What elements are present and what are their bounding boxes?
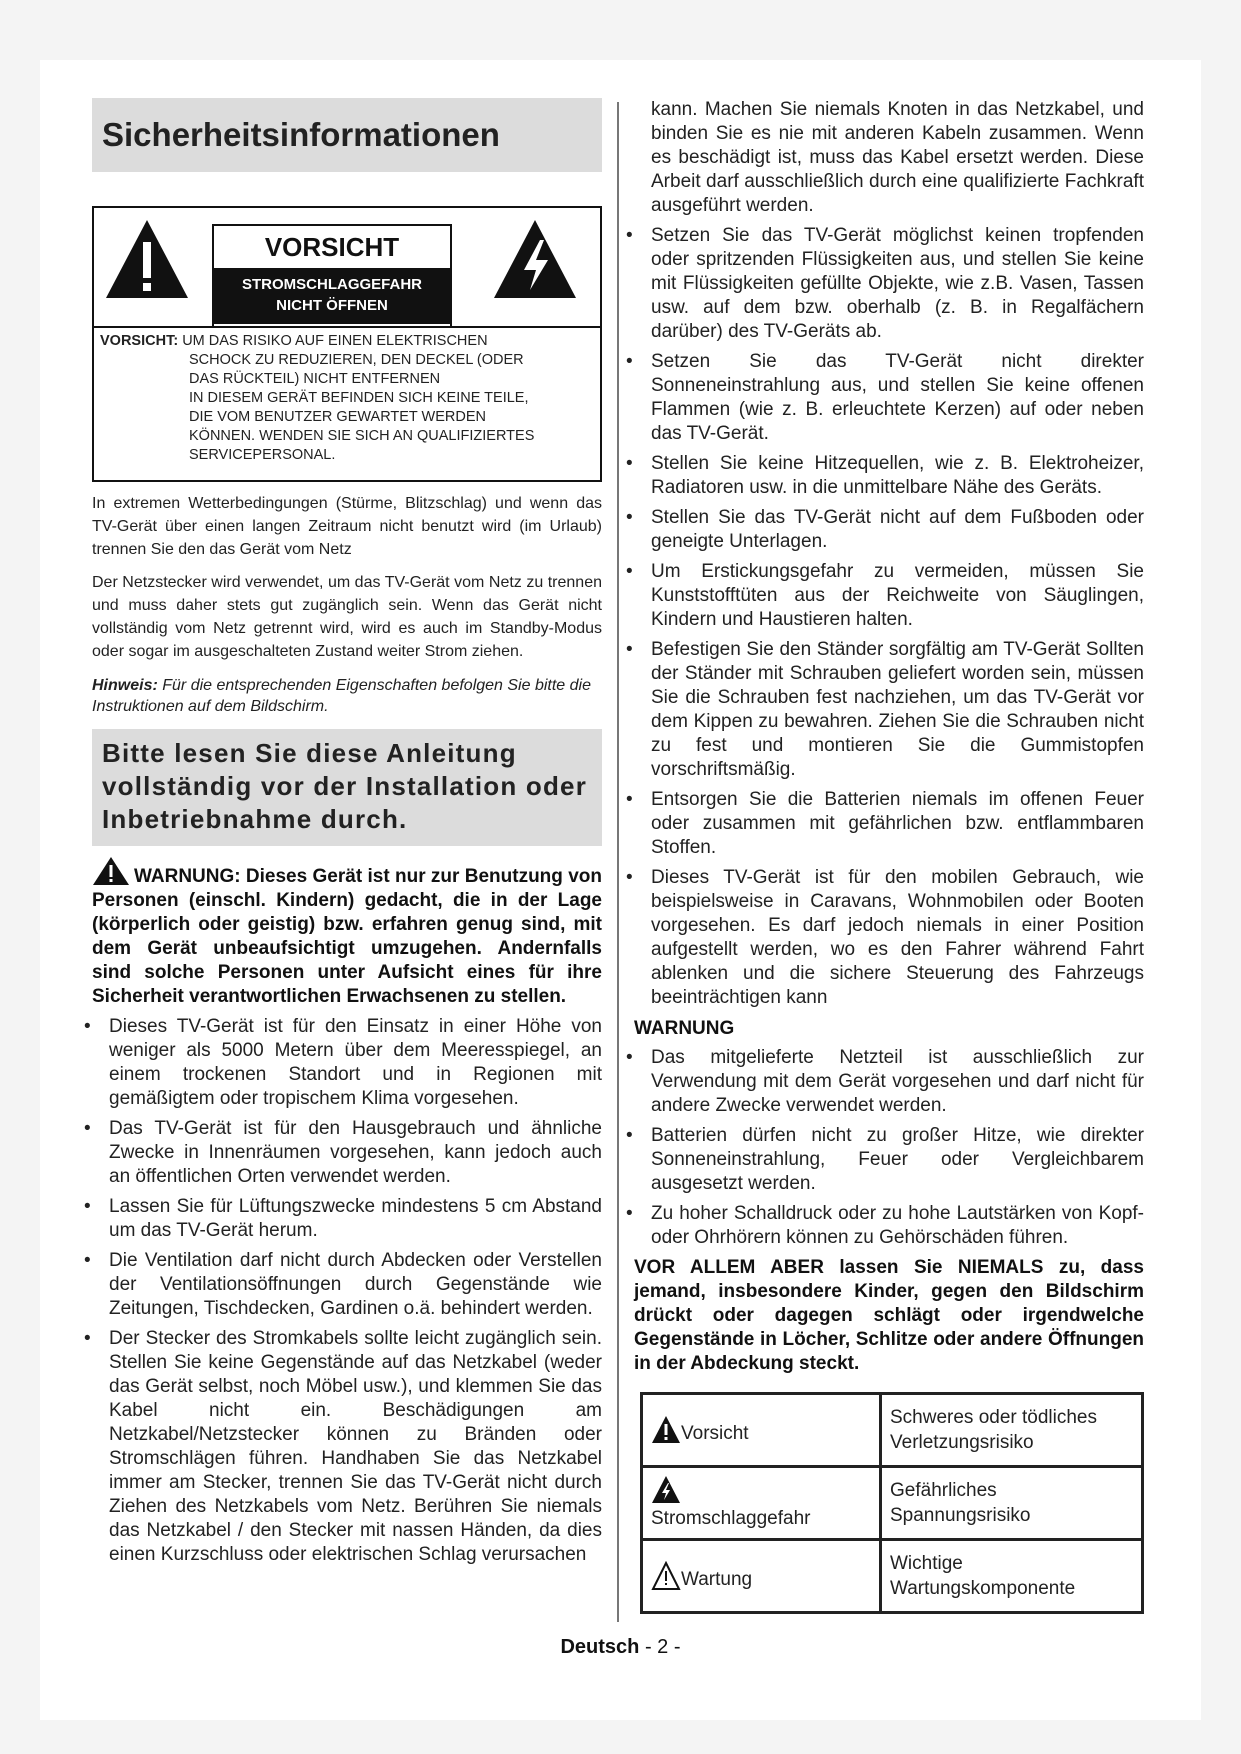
- caution-text-line3: DAS RÜCKTEIL) NICHT ENTFERNEN: [189, 371, 441, 387]
- legend-label: Vorsicht: [681, 1422, 749, 1444]
- page-number: - 2 -: [644, 1636, 681, 1658]
- caution-label: [92, 206, 602, 482]
- service-warning-icon: [651, 1561, 681, 1591]
- footer-language: Deutsch: [560, 1636, 640, 1658]
- note-label: Hinweis:: [92, 677, 158, 694]
- lightning-warning-icon: [651, 1475, 681, 1505]
- caution-text: [100, 332, 590, 465]
- column-divider: [617, 102, 619, 1622]
- note-text: Für die entsprechenden Eigenschaften befolgen Sie bitte die Instruktionen auf dem Bildschirm.: [92, 677, 591, 715]
- caution-header: [94, 208, 600, 326]
- note: [92, 675, 602, 717]
- legend-desc: Gefährliches Spannungsrisiko: [881, 1467, 1143, 1540]
- right-bullet-list: [634, 224, 1144, 1010]
- list-item: • Stellen Sie das TV-Gerät nicht auf dem Fußboden oder geneigte Unterlagen.: [634, 506, 1144, 554]
- list-item: • Um Erstickungsgefahr zu vermeiden, müssen Sie Kunststofftüten aus der Reichweite von Säuglingen, Kindern und Haustieren halten.: [634, 560, 1144, 632]
- symbol-legend-table: [640, 1392, 1144, 1614]
- section-heading: [92, 98, 602, 172]
- warnung-heading: WARNUNG: [634, 1018, 735, 1039]
- caution-text-line1: UM DAS RISIKO AUF EINEN ELEKTRISCHEN: [182, 333, 488, 349]
- right-column: [634, 98, 1144, 1614]
- read-instructions-heading: [92, 729, 602, 846]
- table-row: [642, 1394, 1143, 1467]
- continuation-text: kann. Machen Sie niemals Knoten in das Netzkabel, und binden Sie es nie mit anderen Kabeln zusammen. Wenn es beschädigt ist, muss das Kabel ersetzt werden. Diese Arbeit darf ausschließlich durch eine qualifizierte Fachkraft ausgeführt werden.: [651, 99, 1144, 216]
- paragraph-weather: In extremen Wetterbedingungen (Stürme, Blitzschlag) und wenn das TV-Gerät über einen langen Zeitraum nicht benutzt wird (im Urlaub) trennen Sie den das Gerät vom Netz: [92, 495, 602, 558]
- vorsicht-sub-line1: STROMSCHLAGGEFAHR: [242, 276, 422, 293]
- caution-text-line6: KÖNNEN. WENDEN SIE SICH AN QUALIFIZIERTES: [189, 428, 535, 444]
- legend-symbol-cell: [642, 1467, 881, 1540]
- list-item: • Das mitgelieferte Netzteil ist ausschließlich zur Verwendung mit dem Gerät vorgesehen und darf nicht für andere Zwecke verwendet werden.: [634, 1046, 1144, 1118]
- read-instructions-title: Bitte lesen Sie diese Anleitung vollständig vor der Installation oder Inbetriebnahme durch.: [102, 738, 588, 834]
- list-item: • Setzen Sie das TV-Gerät möglichst keinen tropfenden oder spritzenden Flüssigkeiten aus, und stellen Sie keine mit Flüssigkeiten gefüllte Objekte, wie z.B. Vasen, Tassen usw. auf dem bzw. oberhalb (z. B. in Regalfächern darüber) des TV-Geräts ab.: [634, 224, 1144, 344]
- list-item: • Befestigen Sie den Ständer sorgfältig am TV-Gerät Sollten der Ständer mit Schrauben geliefert worden sein, müssen Sie die Schrauben fest nachziehen, um das TV-Gerät vor dem Kippen zu bewahren. Ziehen Sie die Schrauben nicht zu fest und montieren Sie die Gummistopfen vorschriftsmäßig.: [634, 638, 1144, 782]
- table-row: [642, 1540, 1143, 1613]
- list-item: • Stellen Sie keine Hitzequellen, wie z. B. Elektroheizer, Radiatoren usw. in die unmittelbare Nähe des Geräts.: [634, 452, 1144, 500]
- legend-desc: Wichtige Wartungskomponente: [881, 1540, 1143, 1613]
- list-item: • Das TV-Gerät ist für den Hausgebrauch und ähnliche Zwecke in Innenräumen vorgesehen, kann jedoch auch an öffentlichen Orten verwendet werden.: [92, 1117, 602, 1189]
- warning-text: WARNUNG: Dieses Gerät ist nur zur Benutzung von Personen (einschl. Kindern) gedacht, die in der Lage (körperlich oder geistig) bzw. erfahren genug sind, mit dem Gerät unbeaufsichtigt umzugehen. Andernfalls sind solche Personen unter Aufsicht eines für ihre Sicherheit verantwortlichen Erwachsenen zu stellen.: [92, 866, 602, 1007]
- final-warning: VOR ALLEM ABER lassen Sie NIEMALS zu, dass jemand, insbesondere Kinder, gegen den Bildschirm drückt oder dagegen schlägt oder irgendwelche Gegenstände in Löcher, Schlitze oder andere Öffnungen in der Abdeckung steckt.: [634, 1257, 1144, 1374]
- vorsicht-title: VORSICHT: [214, 226, 450, 268]
- list-item: • Die Ventilation darf nicht durch Abdecken oder Verstellen der Ventilationsöffnungen durch Gegenstände wie Zeitungen, Tischdecken, Gardinen o.ä. behindert werden.: [92, 1249, 602, 1321]
- list-item: • Dieses TV-Gerät ist für den mobilen Gebrauch, wie beispielsweise in Caravans, Wohnmobilen oder Booten vorgesehen. Es darf jedoch niemals in einer Position aufgestellt werden, wo es den Fahrer während Fahrt ablenken und die sichere Steuerung des Fahrzeugs beeinträchtigen kann: [634, 866, 1144, 1010]
- table-row: [642, 1467, 1143, 1540]
- vorsicht-sub-line2: NICHT ÖFFNEN: [276, 297, 388, 314]
- legend-symbol-cell: [642, 1394, 881, 1467]
- exclamation-warning-icon: [104, 218, 190, 300]
- list-item: • Batterien dürfen nicht zu großer Hitze, wie direkter Sonneneinstrahlung, Feuer oder Vergleichbarem ausgesetzt werden.: [634, 1124, 1144, 1196]
- paragraph-plug: Der Netzstecker wird verwendet, um das TV-Gerät vom Netz zu trennen und muss daher stets gut zugänglich sein. Wenn das Gerät nicht vollständig vom Netz getrennt wird, wird es auch im Standby-Modus oder sogar im ausgeschalteten Zustand weiter Strom ziehen.: [92, 574, 602, 660]
- caution-text-line2: SCHOCK ZU REDUZIEREN, DEN DECKEL (ODER: [189, 352, 524, 368]
- exclamation-warning-icon: [92, 856, 130, 886]
- left-column: [92, 98, 602, 1573]
- warning-paragraph: [92, 856, 602, 1009]
- caution-text-label: VORSICHT:: [100, 333, 179, 349]
- legend-label: Stromschlaggefahr: [651, 1508, 811, 1529]
- warnung-bullet-list: [634, 1046, 1144, 1250]
- caution-text-line4: IN DIESEM GERÄT BEFINDEN SICH KEINE TEILE,: [189, 390, 529, 406]
- page-title: Sicherheitsinformationen: [102, 116, 500, 153]
- list-item: • Zu hoher Schalldruck oder zu hohe Lautstärken von Kopf- oder Ohrhörern können zu Gehörschäden führen.: [634, 1202, 1144, 1250]
- list-item: • Entsorgen Sie die Batterien niemals im offenen Feuer oder zusammen mit gefährlichen bzw. entflammbaren Stoffen.: [634, 788, 1144, 860]
- exclamation-warning-icon: [651, 1415, 681, 1445]
- legend-desc: Schweres oder tödliches Verletzungsrisiko: [881, 1394, 1143, 1467]
- left-bullet-list: [92, 1015, 602, 1567]
- page-footer: [0, 1636, 1241, 1659]
- legend-label: Wartung: [681, 1568, 753, 1590]
- caution-rule: [94, 326, 600, 328]
- list-item: • Lassen Sie für Lüftungszwecke mindestens 5 cm Abstand um das TV-Gerät herum.: [92, 1195, 602, 1243]
- caution-text-line5: DIE VOM BENUTZER GEWARTET WERDEN: [189, 409, 487, 425]
- lightning-warning-icon: [492, 218, 578, 300]
- list-item: • Dieses TV-Gerät ist für den Einsatz in einer Höhe von weniger als 5000 Metern über dem Meeresspiegel, an einem trockenen Standort und in Regionen mit gemäßigtem oder tropischem Klima vorgesehen.: [92, 1015, 602, 1111]
- list-item: • Setzen Sie das TV-Gerät nicht direkter Sonneneinstrahlung aus, und stellen Sie keine offenen Flammen (wie z. B. erleuchtete Kerzen) auf oder neben das TV-Gerät.: [634, 350, 1144, 446]
- caution-text-line7: SERVICEPERSONAL.: [189, 447, 336, 463]
- list-item: • Der Stecker des Stromkabels sollte leicht zugänglich sein. Stellen Sie keine Gegenstände auf das Netzkabel (weder das Gerät selbst, noch Möbel usw.), und klemmen Sie das Kabel nicht ein. Beschädigungen am Netzkabel/Netzstecker können zu Bränden oder Stromschlägen führen. Handhaben Sie das Netzkabel immer am Stecker, trennen Sie das TV-Gerät nicht durch Ziehen des Netzkabels vom Netz. Berühren Sie niemals das Netzkabel / den Stecker mit nassen Händen, da dies einen Kurzschluss oder elektrischen Schlag verursachen: [92, 1327, 602, 1567]
- vorsicht-panel: [212, 224, 452, 328]
- legend-symbol-cell: [642, 1540, 881, 1613]
- vorsicht-subtitle: [214, 268, 450, 324]
